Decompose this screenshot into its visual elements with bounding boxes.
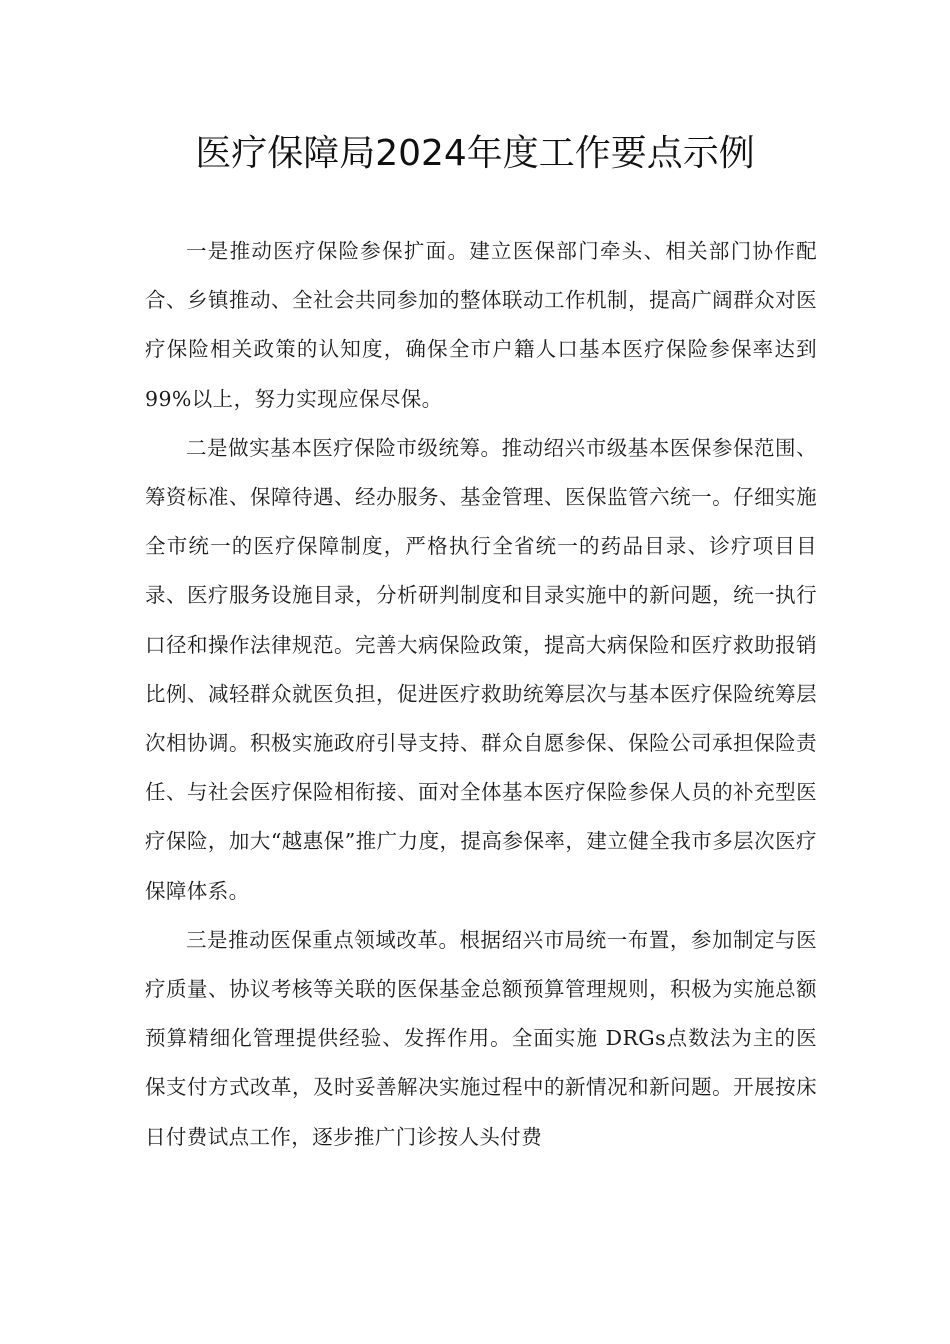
document-title: 医疗保障局2024年度工作要点示例 bbox=[195, 133, 755, 174]
paragraph-1: 一是推动医疗保险参保扩面。建立医保部门牵头、相关部门协作配合、乡镇推动、全社会共同参加的整体联动工作机制，提高广阔群众对医疗保险相关政策的认知度，确保全市户籍人口基本医疗保险参保率达到99%以上，努力实现应保尽保。 bbox=[145, 239, 817, 411]
paragraph-2: 二是做实基本医疗保险市级统筹。推动绍兴市级基本医保参保范围、筹资标准、保障待遇、经办服务、基金管理、医保监管六统一。仔细实施全市统一的医疗保障制度，严格执行全省统一的药品目录、诊疗项目目录、医疗服务设施目录，分析研判制度和目录实施中的新问题，统一执行口径和操作法律规范。完善大病保险政策，提高大病保险和医疗救助报销比例、减轻群众就医负担，促进医疗救助统筹层次与基本医疗保险统筹层次相协调。积极实施政府引导支持、群众自愿参保、保险公司承担保险责任、与社会医疗保险相衔接、面对全体基本医疗保险参保人员的补充型医疗保险，加大“越惠保”推广力度，提高参保率，建立健全我市多层次医疗保障体系。 bbox=[145, 435, 817, 903]
paragraph-3: 三是推动医保重点领域改革。根据绍兴市局统一布置，参加制定与医疗质量、协议考核等关联的医保基金总额预算管理规则，积极为实施总额预算精细化管理提供经验、发挥作用。全面实施 DRGs点数法为主的医保支付方式改革，及时妥善解决实施过程中的新情况和新问题。开展按床日付费试点工作，逐步推广门诊按人头付费 bbox=[145, 927, 817, 1149]
document-body bbox=[145, 227, 817, 1162]
